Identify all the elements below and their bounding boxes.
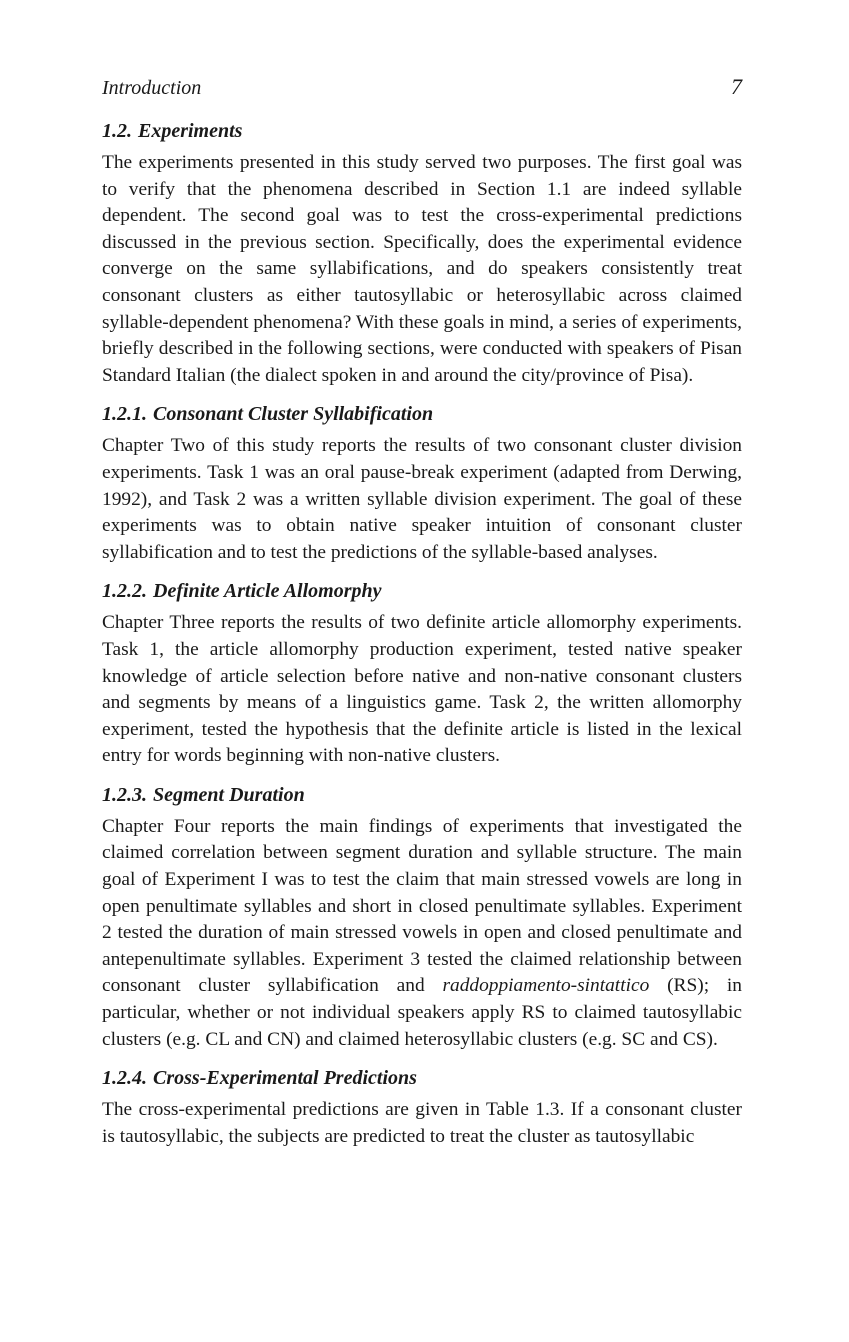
body-paragraph: The cross-experimental predictions are given in Table 1.3. If a consonant cluster is tautosyllabic, the subjects are predicted to treat the cluster as tautosyllabic	[102, 1099, 742, 1147]
subsection-heading	[102, 1065, 742, 1091]
section-title: Cross-Experimental Predictions	[153, 1067, 417, 1090]
body-paragraph: Chapter Three reports the results of two definite article allomorphy experiments. Task 1, the article allomorphy production experiment, tested native speaker knowledge of article selection before native and non-native consonant clusters and segments by means of a linguistics game. Task 2, the written allomorphy experiment, tested the hypothesis that the definite article is listed in the lexical entry for words beginning with non-native clusters.	[102, 612, 742, 767]
body-paragraph: Chapter Two of this study reports the results of two consonant cluster division experiments. Task 1 was an oral pause-break experiment (adapted from Derwing, 1992), and Task 2 was a written syllable division experiment. The goal of these experiments was to obtain native speaker intuition of consonant cluster syllabification and to test the predictions of the syllable-based analyses.	[102, 435, 742, 563]
section-number: 1.2.	[102, 120, 132, 142]
page-number: 7	[731, 74, 742, 99]
section-1-2	[102, 118, 742, 389]
section-1-2-2	[102, 578, 742, 770]
section-1-2-4	[102, 1065, 742, 1150]
running-head-title: Introduction	[102, 77, 202, 99]
book-page	[102, 74, 742, 1150]
body-paragraph: The experiments presented in this study served two purposes. The first goal was to verify that the phenomena described in Section 1.1 are indeed syllable dependent. The second goal was to test the cross-experimental predictions discussed in the previous section. Specifically, does the experimental evidence converge on the same syllabifications, and do speakers consistently treat consonant clusters as either tautosyllabic or heterosyllabic across claimed syllable-dependent phenomena? With these goals in mind, a series of experiments, briefly described in the following sections, were conducted with speakers of Pisan Standard Italian (the dialect spoken in and around the city/province of Pisa).	[102, 152, 742, 386]
paragraph-text: Chapter Four reports the main findings of experiments that investigated the claimed correlation between segment duration and syllable structure. The main goal of Experiment I was to test the claim that main stressed vowels are long in open penultimate syllables and short in closed penultimate syllables. Experiment 2 tested the duration of main stressed vowels in open and closed penultimate and antepenultimate syllables. Experiment 3 tested the claimed relationship between consonant cluster syllabification and	[102, 815, 742, 997]
section-title: Definite Article Allomorphy	[153, 580, 382, 603]
running-head	[102, 74, 742, 108]
subsection-heading	[102, 401, 742, 427]
paragraph-text: (RS); in particular, whether or not individual speakers apply RS to claimed tautosyllabic clusters (e.g. CL and CN) and claimed heterosyllabic clusters (e.g. SC and CS).	[102, 975, 742, 1050]
italic-term: raddoppiamento-sintattico	[442, 975, 650, 997]
subsection-heading	[102, 782, 742, 808]
section-heading	[102, 118, 742, 144]
section-title: Experiments	[138, 120, 243, 142]
section-1-2-3	[102, 782, 742, 1053]
section-number: 1.2.3.	[102, 783, 147, 806]
section-number: 1.2.2.	[102, 580, 147, 603]
section-title: Segment Duration	[153, 783, 305, 806]
section-number: 1.2.4.	[102, 1067, 147, 1090]
section-1-2-1	[102, 401, 742, 566]
body-paragraph	[102, 814, 742, 1053]
section-title: Consonant Cluster Syllabification	[153, 403, 434, 426]
subsection-heading	[102, 578, 742, 604]
section-number: 1.2.1.	[102, 403, 147, 426]
